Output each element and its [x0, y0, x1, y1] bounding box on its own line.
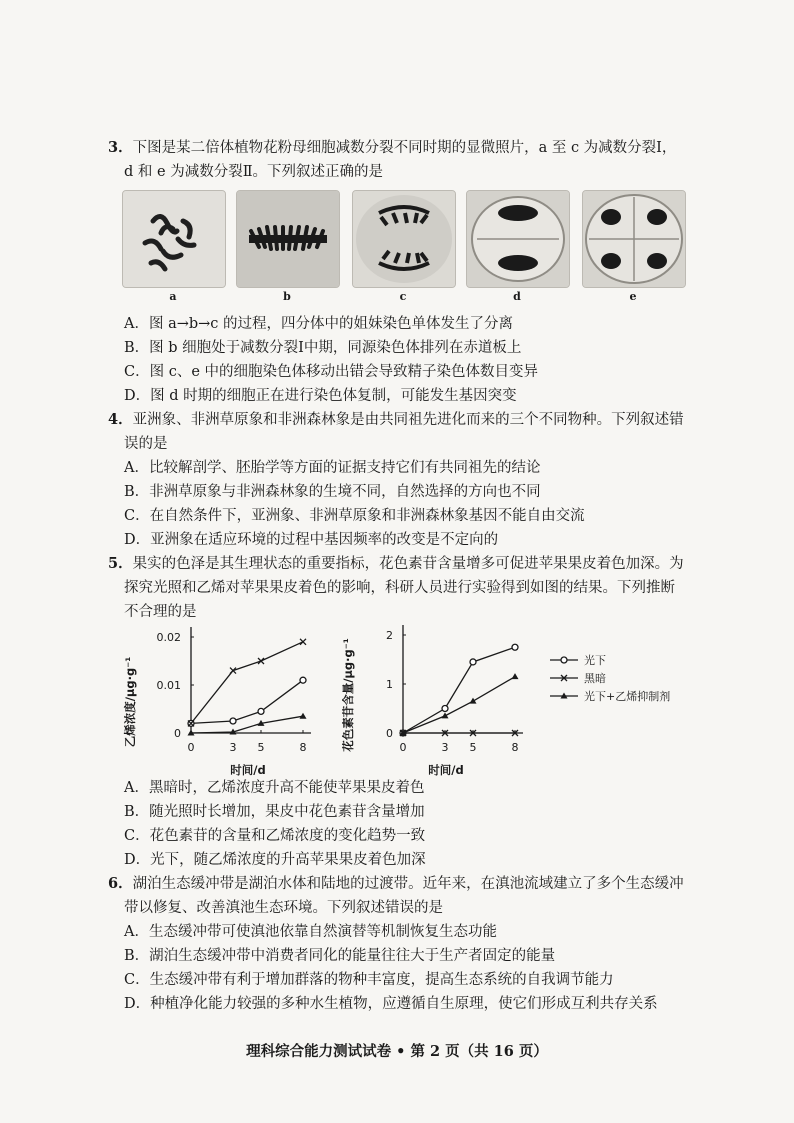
ethylene-series-cross-point: [258, 658, 264, 664]
ethylene-series-circle-point: [300, 677, 306, 683]
legend-label: 光下: [584, 654, 606, 667]
anthocyanin-x-tick-label: 8: [511, 741, 519, 754]
q4-stem-text1: 亚洲象、非洲草原象和非洲森林象是由共同祖先进化而来的三个不同物种。下列叙述错: [132, 412, 684, 428]
ethylene-y-tick-label: 0: [174, 727, 181, 740]
anthocyanin-series-circle-point: [442, 706, 448, 712]
q3-option-d: D．图 d 时期的细胞正在进行染色体复制，可能发生基因突变: [124, 388, 517, 404]
q4-stem-line1: [108, 410, 684, 430]
ethylene-series-circle-point: [230, 718, 236, 724]
q5-option-d: D．光下，随乙烯浓度的升高苹果果皮着色加深: [124, 852, 426, 868]
anthocyanin-x-axis-label: 时间/d: [428, 763, 464, 777]
page-footer: 理科综合能力测试试卷 • 第 2 页（共 16 页）: [246, 1043, 548, 1060]
q5-stem-line2: 探究光照和乙烯对苹果果皮着色的影响，科研人员进行实验得到如图的结果。下列推断: [124, 580, 675, 596]
anthocyanin-series-triangle-point: [470, 698, 477, 704]
q3-stem-line2: d 和 e 为减数分裂Ⅱ。下列叙述正确的是: [124, 164, 384, 180]
q6-number: 6．: [108, 875, 133, 892]
micrograph-label-b: b: [283, 290, 291, 303]
q6-option-b: B．湖泊生态缓冲带中消费者同化的能量往往大于生产者固定的能量: [124, 948, 556, 964]
q5-stem-text1: 果实的色泽是其生理状态的重要指标，花色素苷含量增多可促进苹果果皮着色加深。为: [132, 556, 684, 572]
q5-stem-line1: [108, 554, 684, 574]
q3-stem-line1: [108, 138, 676, 158]
q6-option-c: C．生态缓冲带有利于增加群落的物种丰富度，提高生态系统的自我调节能力: [124, 972, 614, 988]
q6-stem-line1: [108, 874, 684, 894]
ethylene-y-tick-label: 0.02: [156, 631, 181, 644]
ethylene-x-tick-label: 8: [299, 741, 307, 754]
micrograph-b: [236, 190, 340, 288]
legend-label: 光下+乙烯抑制剂: [584, 690, 671, 703]
micrograph-d: [466, 190, 570, 288]
anthocyanin-series-circle-line: [403, 647, 515, 733]
micrograph-e: [582, 190, 686, 288]
anthocyanin-y-axis-label: 花色素苷含量/μg·g⁻¹: [341, 638, 355, 752]
q3-option-a: A．图 a→b→c 的过程，四分体中的姐妹染色单体发生了分离: [124, 316, 514, 332]
anthocyanin-series-circle-point: [512, 644, 518, 650]
micrograph-label-a: a: [169, 290, 177, 303]
anthocyanin-series-triangle-point: [442, 712, 449, 718]
micrograph-c: [352, 190, 456, 288]
q6-option-a: A．生态缓冲带可使滇池依靠自然演替等机制恢复生态功能: [124, 924, 497, 940]
ethylene-series-circle-point: [258, 708, 264, 714]
q5-stem-line3: 不合理的是: [124, 604, 197, 620]
anthocyanin-series-triangle-point: [512, 673, 519, 679]
q4-option-a: A．比较解剖学、胚胎学等方面的证据支持它们有共同祖先的结论: [124, 460, 541, 476]
ethylene-series-cross-point: [230, 668, 236, 674]
q6-option-d: D．种植净化能力较强的多种水生植物，应遵循自生原理，使它们形成互利共存关系: [124, 996, 658, 1012]
q4-option-c: C．在自然条件下，亚洲象、非洲草原象和非洲森林象基因不能自由交流: [124, 508, 585, 524]
anthocyanin-legend: [550, 653, 670, 703]
q3-option-c: C．图 c、e 中的细胞染色体移动出错会导致精子染色体数目变异: [124, 364, 539, 380]
anthocyanin-chart: [338, 615, 718, 782]
anthocyanin-y-tick-label: 0: [386, 727, 393, 740]
q4-option-b: B．非洲草原象与非洲森林象的生境不同，自然选择的方向也不同: [124, 484, 541, 500]
q5-number: 5．: [108, 555, 133, 572]
anthocyanin-x-tick-label: 3: [441, 741, 449, 754]
anthocyanin-x-tick-label: 5: [469, 741, 477, 754]
q5-option-b: B．随光照时长增加，果皮中花色素苷含量增加: [124, 804, 425, 820]
q3-number: 3．: [108, 139, 133, 156]
micrograph-label-c: c: [399, 290, 407, 303]
ethylene-x-tick-label: 3: [229, 741, 237, 754]
ethylene-chart: [118, 622, 338, 782]
anthocyanin-y-tick-label: 1: [386, 678, 393, 691]
q4-number: 4．: [108, 411, 133, 428]
anthocyanin-series-circle-point: [470, 659, 476, 665]
q4-option-d: D．亚洲象在适应环境的过程中基因频率的改变是不定向的: [124, 532, 499, 548]
ethylene-y-tick-label: 0.01: [156, 679, 181, 692]
legend-marker-circle: [561, 657, 567, 663]
micrograph-label-e: e: [629, 290, 637, 303]
anthocyanin-x-tick-label: 0: [399, 741, 407, 754]
ethylene-series-triangle-line: [191, 716, 303, 733]
legend-label: 黑暗: [584, 672, 606, 685]
ethylene-x-tick-label: 5: [257, 741, 265, 754]
anthocyanin-y-tick-label: 2: [386, 629, 393, 642]
q3-stem-text1: 下图是某二倍体植物花粉母细胞减数分裂不同时期的显微照片，a 至 c 为减数分裂Ⅰ，: [132, 140, 677, 156]
q6-stem-text1: 湖泊生态缓冲带是湖泊水体和陆地的过渡带。近年来，在滇池流域建立了多个生态缓冲: [132, 876, 684, 892]
ethylene-series-cross-line: [191, 642, 303, 724]
ethylene-series-cross-point: [300, 639, 306, 645]
ethylene-x-tick-label: 0: [187, 741, 195, 754]
micrograph-a: [122, 190, 226, 288]
ethylene-y-axis-label: 乙烯浓度/μg·g⁻¹: [123, 656, 137, 748]
q6-stem-line2: 带以修复、改善滇池生态环境。下列叙述错误的是: [124, 900, 443, 916]
q5-option-c: C．花色素苷的含量和乙烯浓度的变化趋势一致: [124, 828, 426, 844]
q3-option-b: B．图 b 细胞处于减数分裂Ⅰ中期，同源染色体排列在赤道板上: [124, 340, 522, 356]
micrograph-label-d: d: [513, 290, 521, 303]
ethylene-x-axis-label: 时间/d: [230, 763, 266, 777]
ethylene-series-triangle-point: [300, 713, 307, 719]
q4-stem-line2: 误的是: [124, 436, 168, 452]
q5-option-a: A．黑暗时，乙烯浓度升高不能使苹果果皮着色: [124, 780, 425, 796]
